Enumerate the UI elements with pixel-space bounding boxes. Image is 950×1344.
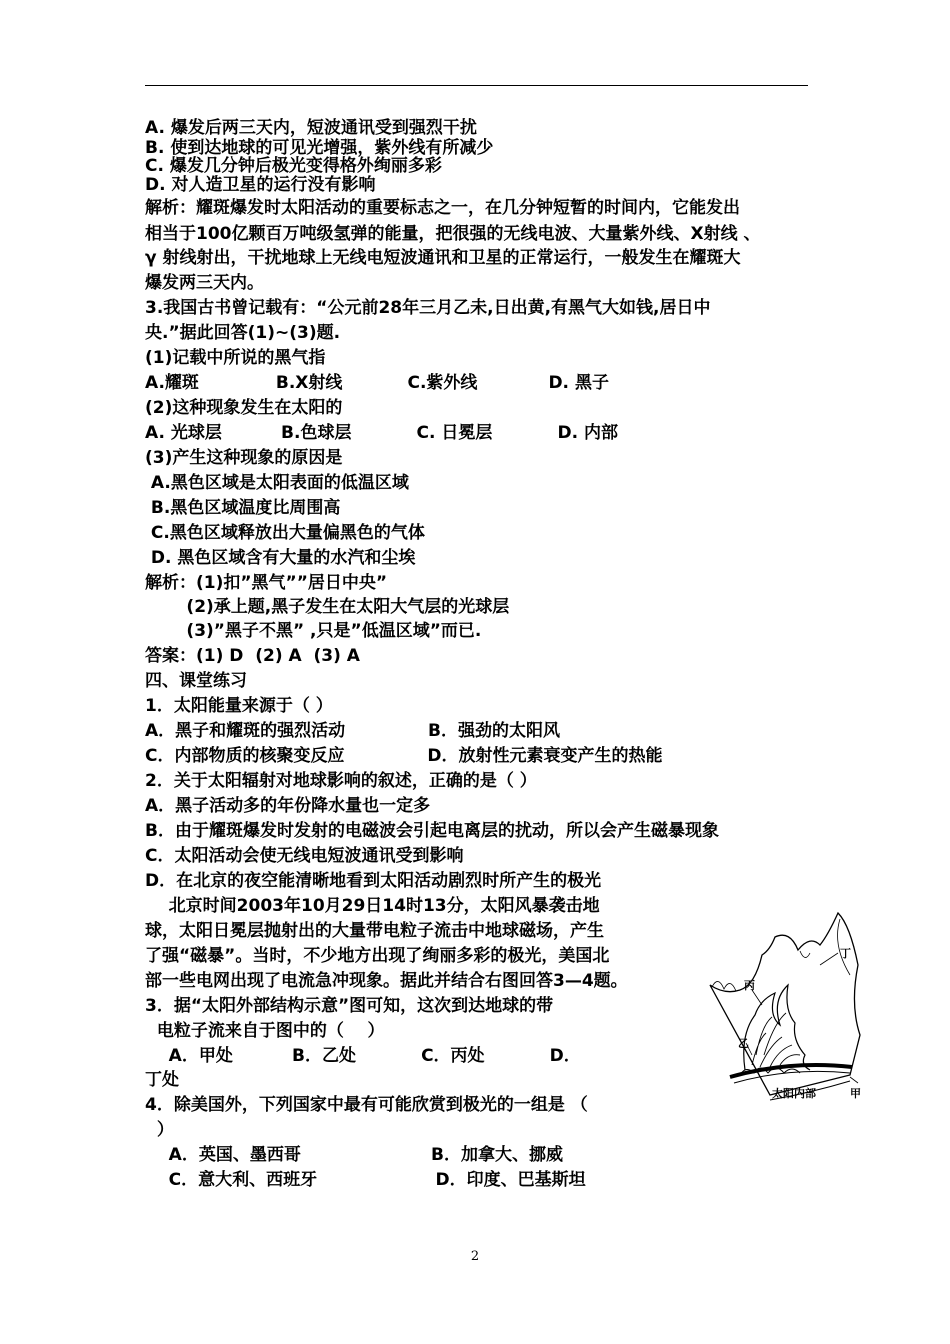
text-line: 4．除美国外，下列国家中最有可能欣赏到极光的一组是 （ — [145, 1095, 588, 1115]
text-line: D．在北京的夜空能清晰地看到太阳活动剧烈时所产生的极光 — [145, 871, 602, 891]
label-jia: 甲 — [850, 1087, 861, 1100]
text-line: 北京时间2003年10月29日14时13分，太阳风暴袭击地 — [145, 896, 600, 916]
text-line: ） — [145, 1120, 174, 1140]
text-line: (1)记载中所说的黑气指 — [145, 348, 326, 368]
text-line: B. 使到达地球的可见光增强，紫外线有所减少 — [145, 138, 494, 158]
text-line: 了强“磁暴”。当时，不少地方出现了绚丽多彩的极光，美国北 — [145, 946, 610, 966]
label-ding: 丁 — [840, 947, 851, 960]
text-line: B．由于耀斑爆发时发射的电磁波会引起电离层的扰动，所以会产生磁暴现象 — [145, 821, 719, 841]
text-line: D. 对人造卫星的运行没有影响 — [145, 175, 376, 195]
text-line: A．英国、墨西哥 B．加拿大、挪威 — [145, 1145, 563, 1165]
sun-structure-figure — [700, 905, 872, 1105]
text-line: C. 爆发几分钟后极光变得格外绚丽多彩 — [145, 156, 442, 176]
text-line: C.黑色区域释放出大量偏黑色的气体 — [145, 523, 425, 543]
label-yi: 乙 — [738, 1037, 749, 1050]
text-line: γ 射线射出，干扰地球上无线电短波通讯和卫星的正常运行，一般发生在耀斑大 — [145, 248, 741, 268]
text-line: (3)”黑子不黑” ,只是”低温区域”而已. — [145, 621, 482, 641]
text-line: (2)这种现象发生在太阳的 — [145, 398, 343, 418]
text-line: 部一些电网出现了电流急冲现象。据此并结合右图回答3—4题。 — [145, 971, 628, 991]
text-line: C．内部物质的核聚变反应 D．放射性元素衰变产生的热能 — [145, 746, 663, 766]
text-line: D. 黑色区域含有大量的水汽和尘埃 — [145, 548, 416, 568]
text-line: (3)产生这种现象的原因是 — [145, 448, 343, 468]
text-line: A. 爆发后两三天内，短波通讯受到强烈干扰 — [145, 118, 477, 138]
label-bing: 丙 — [744, 979, 755, 992]
text-line: 答案：(1) D (2) A (3) A — [145, 646, 360, 666]
text-line: 解析：耀斑爆发时太阳活动的重要标志之一，在几分钟短暂的时间内，它能发出 — [145, 198, 740, 218]
text-line: 球，太阳日冕层抛射出的大量带电粒子流击中地球磁场，产生 — [145, 921, 604, 941]
text-line: A．黑子和耀斑的强烈活动 B．强劲的太阳风 — [145, 721, 560, 741]
text-line: 1．太阳能量来源于（ ） — [145, 696, 333, 716]
text-line: A.黑色区域是太阳表面的低温区域 — [145, 473, 409, 493]
text-line: 爆发两三天内。 — [145, 273, 264, 293]
text-line: 电粒子流来自于图中的（ ） — [145, 1021, 385, 1041]
text-line: A．黑子活动多的年份降水量也一定多 — [145, 796, 431, 816]
text-line: 四、课堂练习 — [145, 671, 247, 691]
header-rule — [145, 85, 808, 86]
text-line: A. 光球层 B.色球层 C. 日冕层 D. 内部 — [145, 423, 618, 443]
text-line: 丁处 — [145, 1070, 179, 1090]
text-line: 相当于100亿颗百万吨级氢弹的能量，把很强的无线电波、大量紫外线、X射线 、 — [145, 224, 761, 244]
text-line: A．甲处 B．乙处 C．丙处 D． — [145, 1046, 581, 1066]
text-line: 解析：(1)扣”黑气””居日中央” — [145, 573, 388, 593]
text-line: (2)承上题,黑子发生在太阳大气层的光球层 — [145, 597, 510, 617]
page-number: 2 — [470, 1249, 480, 1264]
label-sun-interior: 太阳内部 — [772, 1087, 816, 1100]
photosphere-band — [730, 1065, 852, 1077]
text-line: C．意大利、西班牙 D．印度、巴基斯坦 — [145, 1170, 586, 1190]
text-line: A.耀斑 B.X射线 C.紫外线 D. 黑子 — [145, 373, 609, 393]
text-line: 央.”据此回答(1)~(3)题. — [145, 323, 341, 343]
text-line: C．太阳活动会使无线电短波通讯受到影响 — [145, 846, 464, 866]
text-line: B.黑色区域温度比周围高 — [145, 498, 341, 518]
text-line: 3.我国古书曾记载有：“公元前28年三月乙未,日出黄,有黑气大如钱,居日中 — [145, 298, 711, 318]
text-line: 2．关于太阳辐射对地球影响的叙述，正确的是（ ） — [145, 771, 537, 791]
text-line: 3．据“太阳外部结构示意”图可知，这次到达地球的带 — [145, 996, 554, 1016]
